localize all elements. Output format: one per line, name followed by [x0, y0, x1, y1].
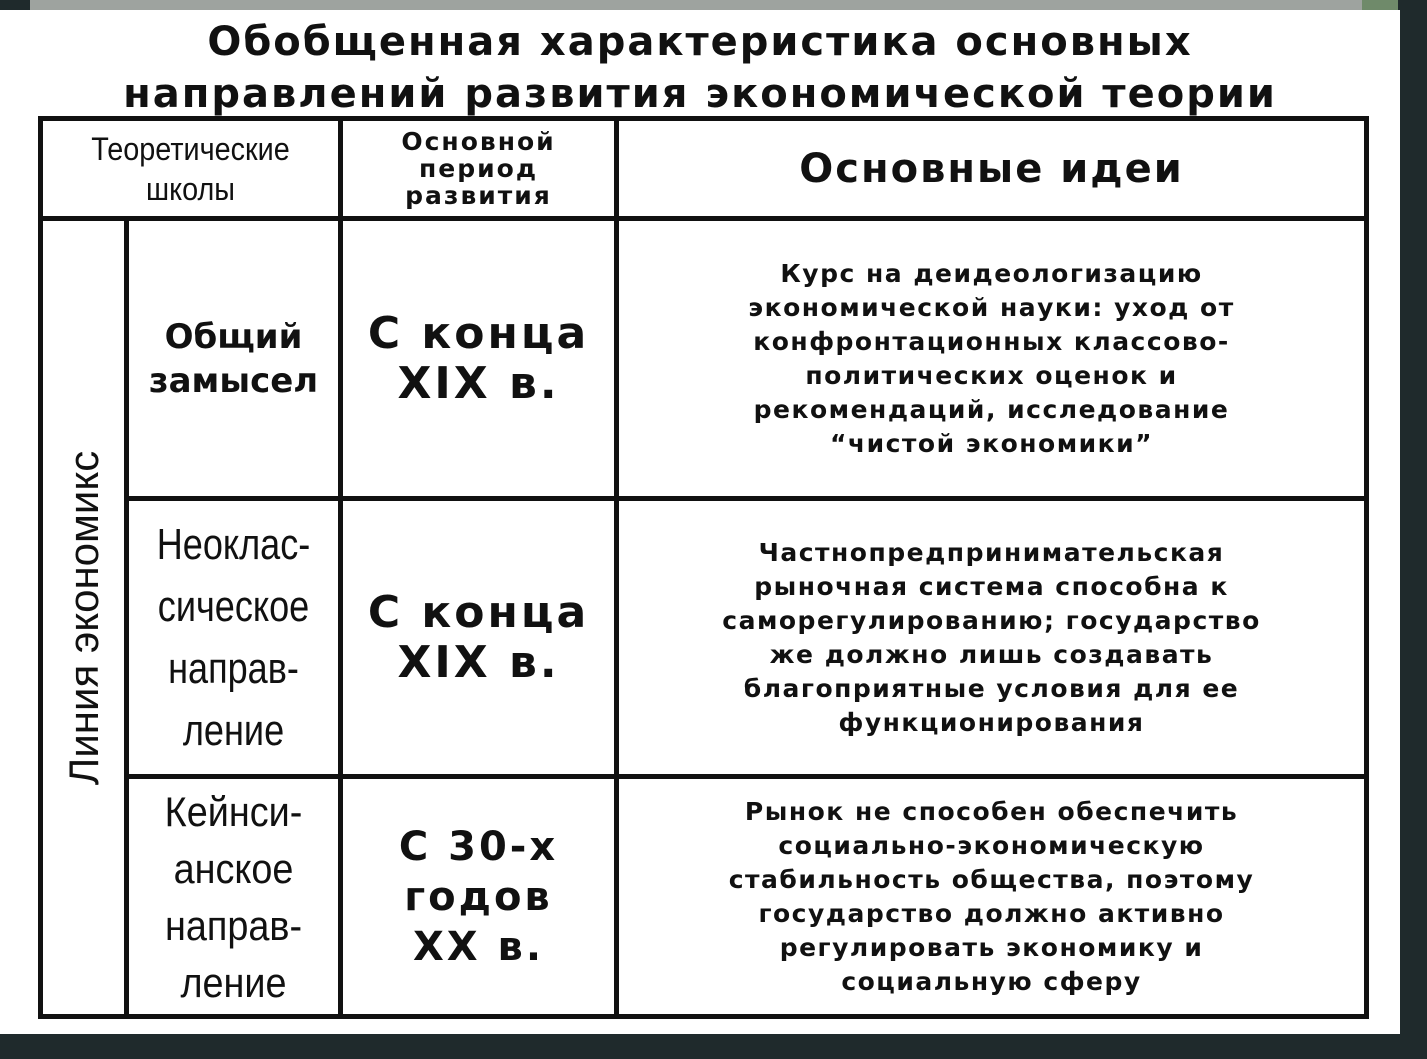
period-cell	[341, 777, 617, 1017]
period-value: С 30-х годов XX в.	[398, 823, 559, 970]
header-school: Теоретические школы	[91, 130, 290, 207]
economic-theory-table	[38, 116, 1369, 1019]
period-value: С конца XIX в.	[367, 586, 590, 688]
slide-title	[0, 16, 1400, 120]
header-ideas: Основные идеи	[799, 145, 1184, 192]
table-row	[41, 219, 1367, 499]
table-header-row	[41, 119, 1367, 219]
period-cell	[341, 499, 617, 777]
header-ideas-cell	[617, 119, 1367, 219]
header-period: Основной период развития	[401, 127, 556, 210]
header-school-cell	[41, 119, 341, 219]
period-cell	[341, 219, 617, 499]
title-line-2: направлений развития экономической теории	[123, 71, 1277, 117]
period-value: С конца XIX в.	[367, 307, 590, 409]
table-row	[41, 499, 1367, 777]
table-row	[41, 777, 1367, 1017]
group-label-cell	[41, 219, 127, 1017]
title-line-1: Обобщенная характеристика основных	[207, 19, 1193, 65]
header-period-cell	[341, 119, 617, 219]
group-label: Линия экономикс	[59, 450, 107, 785]
ideas-cell: Частнопредпринимательская рыночная система способна к саморегулированию; государство же должно лишь создавать благоприятные условия для ее функционирования	[617, 499, 1367, 777]
school-name: Неоклас- сическое направ- ление	[156, 519, 311, 755]
school-cell	[127, 499, 341, 777]
ideas-cell: Курс на деидеологизацию экономической науки: уход от конфронтационных классово- политических оценок и рекомендаций, исследование “чистой экономики”	[617, 219, 1367, 499]
school-cell	[127, 777, 341, 1017]
school-name: Общий замысел	[148, 316, 319, 401]
school-name: Кейнси- анское направ- ление	[164, 787, 303, 1006]
school-cell	[127, 219, 341, 499]
ideas-cell: Рынок не способен обеспечить социально-экономическую стабильность общества, поэтому государство должно активно регулировать экономику и социальную сферу	[617, 777, 1367, 1017]
